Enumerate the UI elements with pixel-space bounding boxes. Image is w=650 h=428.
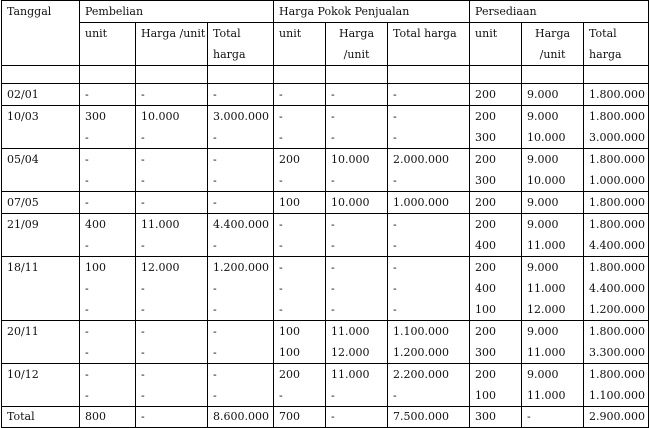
cell-value: 3.300.000 [589, 346, 646, 359]
value-cell [274, 257, 326, 321]
cell-value: 100 [475, 303, 497, 316]
cell-value: - [279, 282, 283, 295]
cell-value: - [141, 88, 145, 101]
cell-value: 200 [475, 261, 497, 274]
group-header-row [2, 1, 649, 23]
cell-value: 1.000.000 [589, 174, 646, 187]
cell-value: - [331, 389, 335, 402]
cell-value: 400 [85, 218, 106, 231]
date-cell: 10/12 [2, 364, 80, 407]
cogs-group-header: Harga Pokok Penjualan [274, 1, 470, 23]
cell-value: - [213, 346, 217, 359]
empty-cell [2, 66, 80, 84]
value-cell [274, 214, 326, 257]
total-row [2, 407, 649, 428]
value-cell [584, 364, 649, 407]
value-cell [208, 214, 274, 257]
value-cell [522, 321, 584, 364]
cell-value: - [213, 153, 217, 166]
sub-column-header [136, 23, 208, 66]
sub-header-line: unit [475, 27, 498, 40]
cell-value: 4.400.000 [213, 218, 269, 231]
date-column-header: Tanggal [2, 1, 80, 66]
sub-header-line: Total [589, 27, 617, 40]
value-cell [274, 364, 326, 407]
value-cell [326, 149, 388, 192]
value-cell [274, 149, 326, 192]
value-cell [274, 84, 326, 106]
cell-value: 10.000 [527, 174, 566, 187]
total-value-cell: 300 [470, 407, 522, 428]
cell-value: - [331, 282, 335, 295]
value-cell [208, 106, 274, 149]
cell-value: - [393, 174, 397, 187]
value-cell [274, 192, 326, 214]
table-row [2, 364, 649, 407]
cell-value: 9.000 [527, 325, 559, 338]
cell-value: - [141, 153, 145, 166]
cell-value: - [213, 325, 217, 338]
empty-cell [208, 66, 274, 84]
value-cell [584, 192, 649, 214]
cell-value: - [393, 88, 397, 101]
table-row [2, 214, 649, 257]
cell-value: 4.400.000 [589, 282, 646, 295]
purchases-group-header: Pembelian [80, 1, 274, 23]
cell-value: - [393, 239, 397, 252]
value-cell [136, 257, 208, 321]
cell-value: 300 [475, 131, 497, 144]
cell-value: 100 [85, 261, 106, 274]
cell-value: - [85, 131, 89, 144]
inventory-ledger-table [1, 0, 649, 428]
sub-header-line: /unit [343, 48, 370, 61]
value-cell [136, 192, 208, 214]
value-cell [470, 149, 522, 192]
cell-value: 400 [475, 282, 497, 295]
cell-value: 9.000 [527, 261, 559, 274]
empty-row [2, 66, 649, 84]
cell-value: - [213, 88, 217, 101]
sub-header-line: Harga /unit [141, 27, 206, 40]
cell-value: 100 [279, 196, 301, 209]
value-cell [80, 149, 136, 192]
value-cell [470, 321, 522, 364]
cell-value: 1.800.000 [589, 261, 646, 274]
cell-value: 11.000 [527, 389, 566, 402]
value-cell [80, 214, 136, 257]
sub-header-line: unit [85, 27, 108, 40]
empty-cell [388, 66, 470, 84]
value-cell [388, 84, 470, 106]
value-cell [208, 321, 274, 364]
sub-header-line: Harga [535, 27, 571, 40]
value-cell [388, 257, 470, 321]
cell-value: - [279, 88, 283, 101]
cell-value: 11.000 [331, 368, 370, 381]
sub-header-line: unit [279, 27, 302, 40]
cell-value: 1.200.000 [589, 303, 646, 316]
total-label: Total [2, 407, 80, 428]
value-cell [388, 106, 470, 149]
cell-value: - [331, 88, 335, 101]
total-value-cell: 8.600.000 [208, 407, 274, 428]
cell-value: 200 [279, 153, 301, 166]
cell-value: - [331, 110, 335, 123]
value-cell [80, 84, 136, 106]
cell-value: - [141, 389, 145, 402]
cell-value: - [279, 218, 283, 231]
cell-value: 11.000 [527, 346, 566, 359]
cell-value: 2.000.000 [393, 153, 450, 166]
value-cell [326, 257, 388, 321]
cell-value: - [279, 131, 283, 144]
value-cell [388, 149, 470, 192]
value-cell [80, 364, 136, 407]
cell-value: - [393, 261, 397, 274]
value-cell [80, 192, 136, 214]
cell-value: - [213, 239, 217, 252]
cell-value: 100 [279, 346, 301, 359]
total-value-cell: - [522, 407, 584, 428]
value-cell [208, 84, 274, 106]
cell-value: - [213, 196, 217, 209]
cell-value: 4.400.000 [589, 239, 646, 252]
cell-value: 9.000 [527, 218, 559, 231]
cell-value: 1.200.000 [213, 261, 269, 274]
sub-column-header [388, 23, 470, 66]
total-value-cell: - [136, 407, 208, 428]
cell-value: - [141, 196, 145, 209]
cell-value: - [331, 218, 335, 231]
value-cell [522, 149, 584, 192]
cell-value: - [85, 303, 89, 316]
cell-value: 9.000 [527, 153, 559, 166]
date-cell: 02/01 [2, 84, 80, 106]
cell-value: - [85, 174, 89, 187]
value-cell [388, 192, 470, 214]
value-cell [584, 84, 649, 106]
cell-value: 200 [475, 368, 497, 381]
cell-value: - [85, 282, 89, 295]
cell-value: 1.100.000 [589, 389, 646, 402]
value-cell [326, 214, 388, 257]
cell-value: 11.000 [331, 325, 370, 338]
cell-value: - [213, 131, 217, 144]
cell-value: - [141, 131, 145, 144]
sub-header-line: Total [213, 27, 241, 40]
value-cell [522, 192, 584, 214]
table-row [2, 149, 649, 192]
value-cell [80, 257, 136, 321]
cell-value: 12.000 [331, 346, 370, 359]
value-cell [136, 364, 208, 407]
value-cell [584, 106, 649, 149]
sub-column-header [326, 23, 388, 66]
value-cell [208, 257, 274, 321]
cell-value: 1.800.000 [589, 88, 646, 101]
sub-column-header [274, 23, 326, 66]
cell-value: 10.000 [141, 110, 180, 123]
value-cell [470, 192, 522, 214]
cell-value: 200 [475, 88, 497, 101]
cell-value: 1.800.000 [589, 325, 646, 338]
cell-value: - [331, 174, 335, 187]
value-cell [136, 106, 208, 149]
cell-value: 1.800.000 [589, 196, 646, 209]
cell-value: - [213, 368, 217, 381]
cell-value: 11.000 [527, 239, 566, 252]
cell-value: - [141, 239, 145, 252]
cell-value: 1.200.000 [393, 346, 450, 359]
cell-value: 300 [85, 110, 106, 123]
total-value-cell: - [326, 407, 388, 428]
value-cell [470, 214, 522, 257]
total-value-cell: 800 [80, 407, 136, 428]
value-cell [388, 321, 470, 364]
cell-value: 9.000 [527, 368, 559, 381]
cell-value: 200 [475, 110, 497, 123]
cell-value: - [331, 303, 335, 316]
cell-value: - [331, 261, 335, 274]
total-value-cell: 700 [274, 407, 326, 428]
value-cell [136, 321, 208, 364]
empty-cell [326, 66, 388, 84]
cell-value: 300 [475, 174, 497, 187]
total-value-cell: 2.900.000 [584, 407, 649, 428]
sub-header-line: harga [589, 48, 622, 61]
value-cell [470, 257, 522, 321]
date-cell: 10/03 [2, 106, 80, 149]
cell-value: 12.000 [141, 261, 180, 274]
value-cell [584, 149, 649, 192]
cell-value: - [85, 239, 89, 252]
value-cell [326, 321, 388, 364]
cell-value: - [393, 110, 397, 123]
value-cell [584, 257, 649, 321]
cell-value: - [279, 303, 283, 316]
cell-value: - [85, 325, 89, 338]
cell-value: 300 [475, 346, 497, 359]
table-row [2, 321, 649, 364]
cell-value: - [393, 389, 397, 402]
table-row [2, 257, 649, 321]
date-cell: 18/11 [2, 257, 80, 321]
cell-value: 1.800.000 [589, 368, 646, 381]
value-cell [208, 192, 274, 214]
date-cell: 07/05 [2, 192, 80, 214]
sub-column-header [584, 23, 649, 66]
cell-value: - [213, 303, 217, 316]
empty-cell [80, 66, 136, 84]
cell-value: - [279, 389, 283, 402]
table-row [2, 192, 649, 214]
sub-header-line: /unit [539, 48, 566, 61]
cell-value: - [393, 303, 397, 316]
sub-header-line: harga [213, 48, 246, 61]
cell-value: 3.000.000 [213, 110, 269, 123]
cell-value: 400 [475, 239, 497, 252]
value-cell [326, 192, 388, 214]
cell-value: - [393, 282, 397, 295]
value-cell [522, 214, 584, 257]
sub-column-header [80, 23, 136, 66]
empty-cell [584, 66, 649, 84]
cell-value: - [141, 174, 145, 187]
value-cell [136, 214, 208, 257]
value-cell [584, 214, 649, 257]
cell-value: - [213, 174, 217, 187]
cell-value: - [85, 368, 89, 381]
cell-value: 100 [475, 389, 497, 402]
cell-value: 10.000 [331, 196, 370, 209]
value-cell [274, 106, 326, 149]
sub-header-line: Total harga [393, 27, 457, 40]
cell-value: 200 [475, 325, 497, 338]
cell-value: 3.000.000 [589, 131, 646, 144]
value-cell [326, 84, 388, 106]
cell-value: - [85, 88, 89, 101]
cell-value: 12.000 [527, 303, 566, 316]
sub-header-row [2, 23, 649, 66]
cell-value: - [85, 389, 89, 402]
cell-value: - [141, 282, 145, 295]
cell-value: 200 [279, 368, 301, 381]
value-cell [522, 364, 584, 407]
cell-value: 200 [475, 196, 497, 209]
value-cell [470, 364, 522, 407]
cell-value: - [141, 346, 145, 359]
total-value-cell: 7.500.000 [388, 407, 470, 428]
table-row [2, 84, 649, 106]
cell-value: - [393, 218, 397, 231]
cell-value: - [279, 174, 283, 187]
cell-value: 9.000 [527, 88, 559, 101]
cell-value: - [141, 368, 145, 381]
date-cell: 05/04 [2, 149, 80, 192]
cell-value: 11.000 [141, 218, 180, 231]
inventory-group-header: Persediaan [470, 1, 649, 23]
cell-value: - [331, 239, 335, 252]
value-cell [208, 364, 274, 407]
cell-value: 200 [475, 153, 497, 166]
empty-cell [470, 66, 522, 84]
cell-value: - [279, 110, 283, 123]
cell-value: 9.000 [527, 196, 559, 209]
cell-value: 1.800.000 [589, 218, 646, 231]
value-cell [470, 106, 522, 149]
cell-value: - [279, 261, 283, 274]
cell-value: - [393, 131, 397, 144]
cell-value: 100 [279, 325, 301, 338]
value-cell [470, 84, 522, 106]
cell-value: - [141, 303, 145, 316]
table-row [2, 106, 649, 149]
cell-value: 2.200.000 [393, 368, 450, 381]
value-cell [522, 106, 584, 149]
value-cell [388, 214, 470, 257]
ledger-body [2, 66, 649, 428]
sub-column-header [470, 23, 522, 66]
cell-value: - [85, 196, 89, 209]
cell-value: - [213, 282, 217, 295]
cell-value: - [331, 131, 335, 144]
sub-column-header [522, 23, 584, 66]
empty-cell [136, 66, 208, 84]
cell-value: 200 [475, 218, 497, 231]
cell-value: 1.100.000 [393, 325, 450, 338]
date-cell: 21/09 [2, 214, 80, 257]
cell-value: 11.000 [527, 282, 566, 295]
cell-value: - [85, 346, 89, 359]
value-cell [326, 106, 388, 149]
cell-value: - [85, 153, 89, 166]
value-cell [326, 364, 388, 407]
value-cell [136, 149, 208, 192]
cell-value: 1.000.000 [393, 196, 450, 209]
cell-value: 1.800.000 [589, 110, 646, 123]
cell-value: - [279, 239, 283, 252]
value-cell [274, 321, 326, 364]
cell-value: 9.000 [527, 110, 559, 123]
value-cell [522, 257, 584, 321]
value-cell [80, 106, 136, 149]
cell-value: 10.000 [527, 131, 566, 144]
value-cell [388, 364, 470, 407]
value-cell [80, 321, 136, 364]
value-cell [522, 84, 584, 106]
cell-value: - [213, 389, 217, 402]
empty-cell [274, 66, 326, 84]
sub-column-header [208, 23, 274, 66]
date-cell: 20/11 [2, 321, 80, 364]
value-cell [584, 321, 649, 364]
empty-cell [522, 66, 584, 84]
sub-header-line: Harga [339, 27, 375, 40]
cell-value: - [141, 325, 145, 338]
value-cell [208, 149, 274, 192]
value-cell [136, 84, 208, 106]
cell-value: 1.800.000 [589, 153, 646, 166]
cell-value: 10.000 [331, 153, 370, 166]
